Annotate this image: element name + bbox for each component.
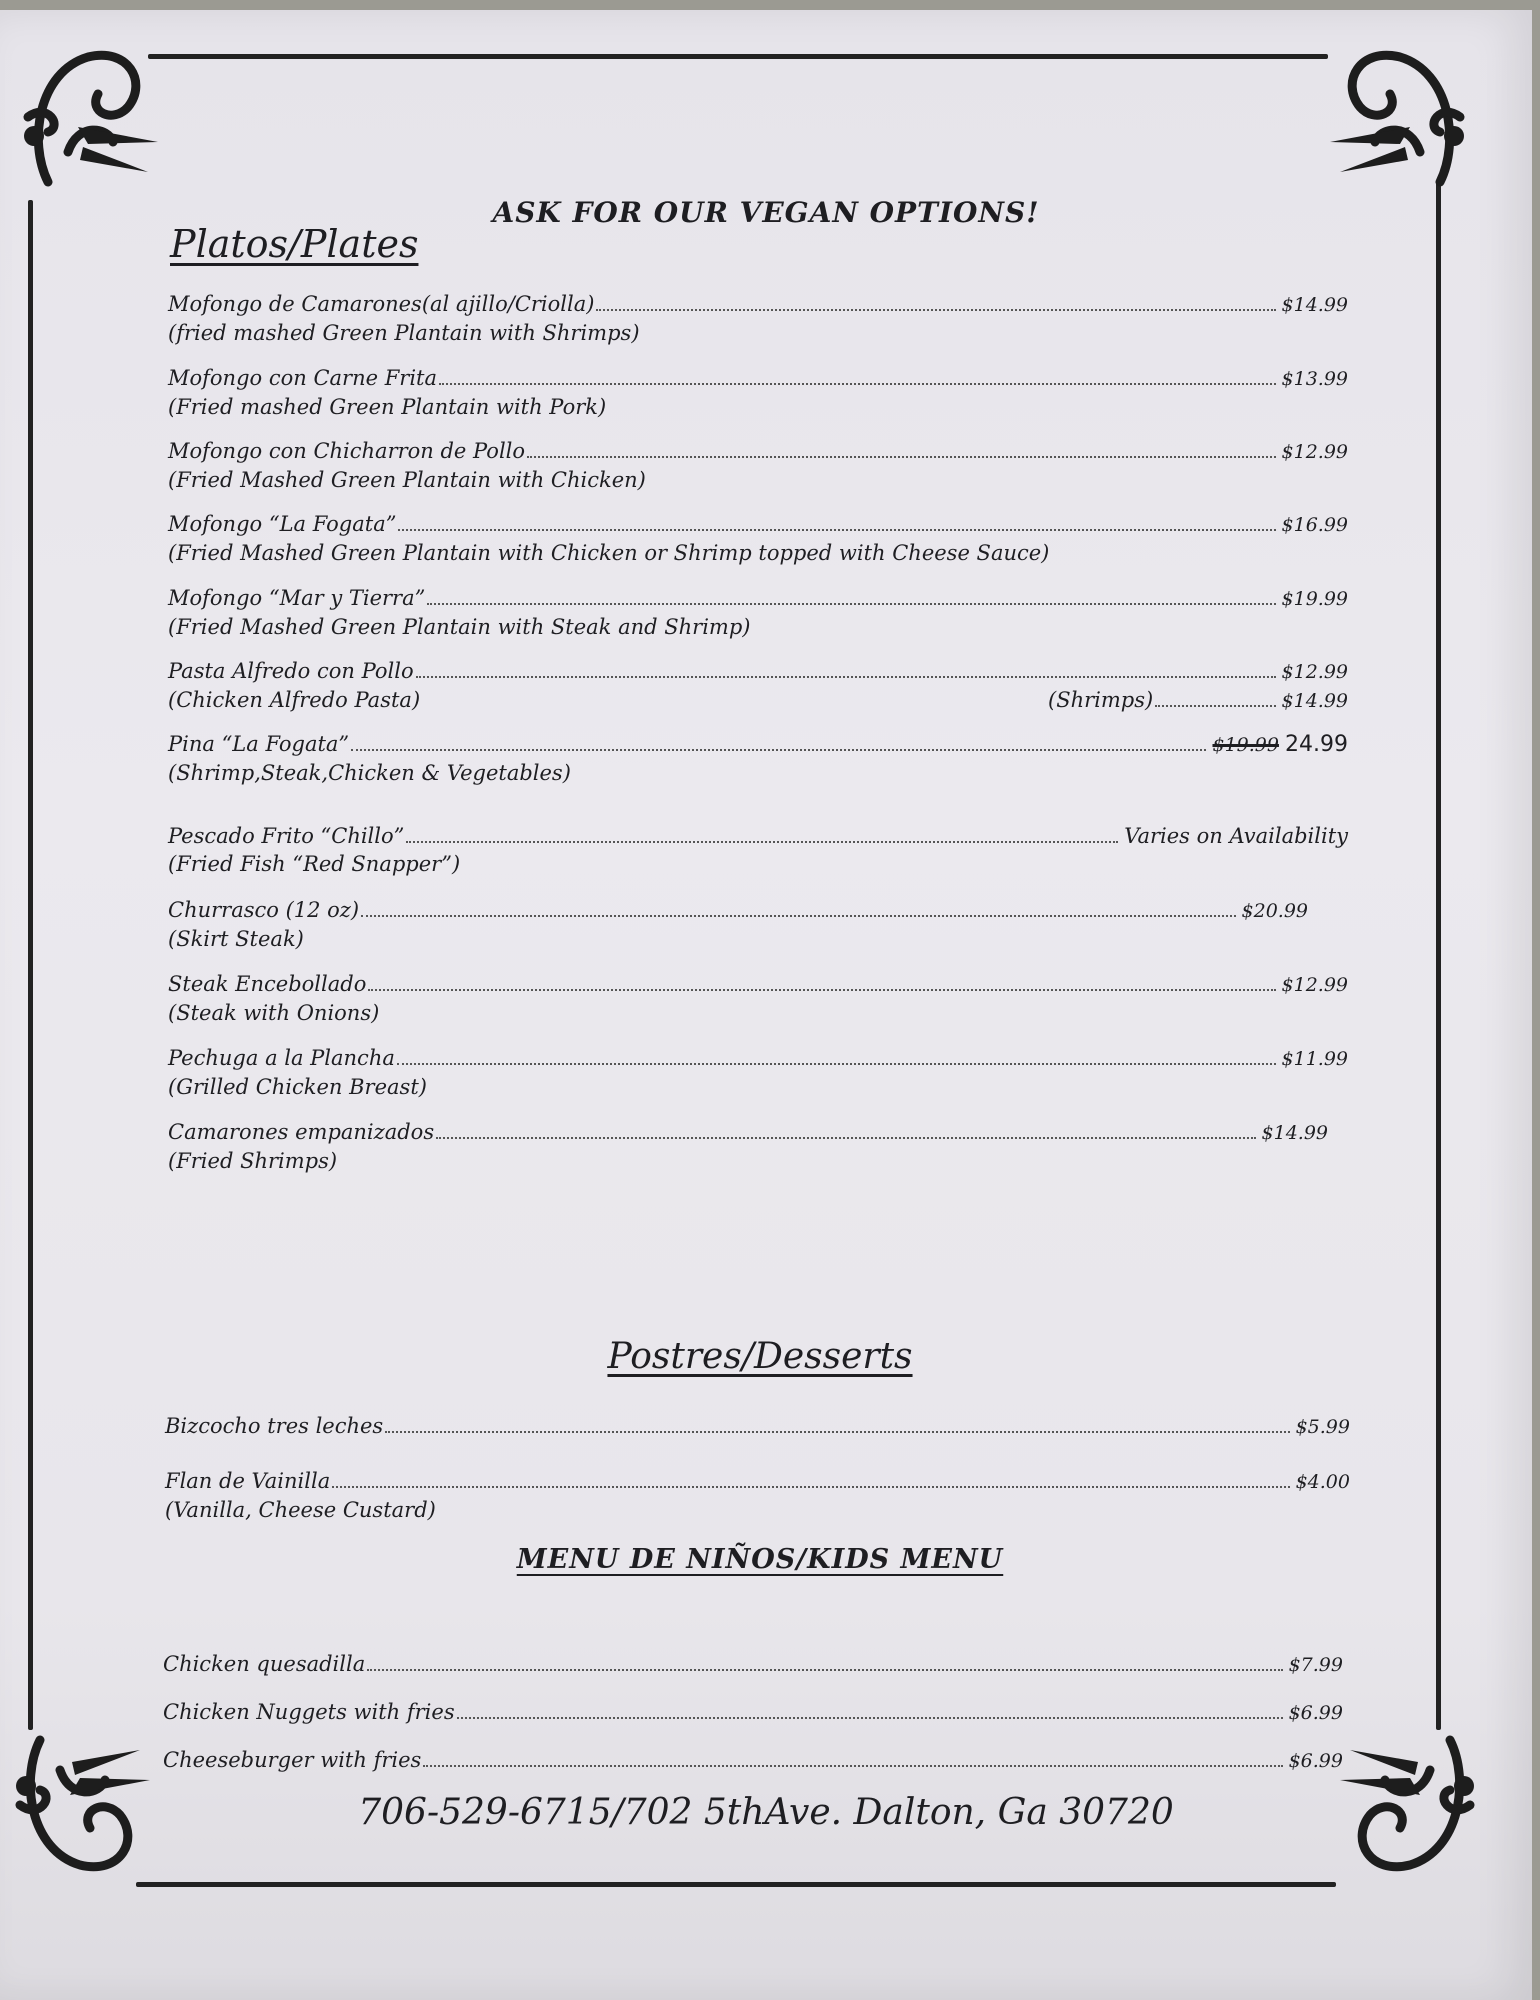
item-name: Pechuga a la Plancha bbox=[168, 1046, 395, 1070]
menu-item bbox=[168, 1118, 1328, 1175]
extra-option-label: (Shrimps) bbox=[1048, 688, 1154, 712]
item-name: Steak Encebollado bbox=[168, 972, 367, 996]
menu-item bbox=[163, 1746, 1343, 1775]
menu-item bbox=[168, 584, 1348, 641]
top-right-flourish-icon bbox=[1320, 32, 1480, 202]
desserts-title: Postres/Desserts bbox=[607, 1336, 913, 1377]
item-name: Churrasco (12 oz) bbox=[168, 898, 360, 922]
item-name: Pasta Alfredo con Pollo bbox=[168, 659, 414, 683]
menu-item bbox=[163, 1650, 1343, 1679]
item-price: $6.99 bbox=[1288, 1702, 1343, 1724]
item-description: (Steak with Onions) bbox=[168, 1001, 380, 1025]
item-description: (Vanilla, Cheese Custard) bbox=[165, 1498, 436, 1522]
menu-item bbox=[168, 437, 1348, 494]
menu-item bbox=[168, 730, 1348, 787]
right-border-line bbox=[1436, 180, 1441, 1730]
item-description: (Fried Mashed Green Plantain with Chicken or Shrimp topped with Cheese Sauce) bbox=[168, 541, 1050, 565]
bottom-border-line bbox=[136, 1882, 1336, 1887]
item-name: Pescado Frito “Chillo” bbox=[168, 824, 405, 848]
item-price: $12.99 bbox=[1281, 441, 1348, 463]
item-description: (Skirt Steak) bbox=[168, 927, 304, 951]
menu-item bbox=[163, 1698, 1343, 1727]
menu-item bbox=[168, 822, 1348, 878]
item-price-crossed-out: $19.99 bbox=[1212, 734, 1279, 756]
item-name: Mofongo con Chicharron de Pollo bbox=[168, 439, 526, 463]
item-name: Pina “La Fogata” bbox=[168, 732, 350, 756]
item-price: $6.99 bbox=[1288, 1750, 1343, 1772]
item-price: $16.99 bbox=[1281, 514, 1348, 536]
item-price: Varies on Availability bbox=[1124, 824, 1348, 848]
item-name: Chicken Nuggets with fries bbox=[163, 1700, 455, 1724]
item-description: (Grilled Chicken Breast) bbox=[168, 1075, 427, 1099]
item-name: Mofongo con Carne Frita bbox=[168, 366, 437, 390]
menu-item bbox=[168, 364, 1348, 421]
item-description: (fried mashed Green Plantain with Shrimps) bbox=[168, 321, 640, 345]
menu-item bbox=[165, 1412, 1350, 1441]
item-name: Cheeseburger with fries bbox=[163, 1748, 422, 1772]
menu-item bbox=[165, 1467, 1350, 1524]
item-price: $20.99 bbox=[1241, 900, 1308, 922]
item-name: Mofongo de Camarones(al ajillo/Criolla) bbox=[168, 292, 595, 316]
item-name: Chicken quesadilla bbox=[163, 1652, 366, 1676]
item-description: (Fried Mashed Green Plantain with Steak and Shrimp) bbox=[168, 615, 751, 639]
kids-menu-title: MENU DE NIÑOS/KIDS MENU bbox=[516, 1544, 1004, 1575]
item-description: (Fried Mashed Green Plantain with Chicken) bbox=[168, 468, 646, 492]
item-price: $13.99 bbox=[1281, 368, 1348, 390]
menu-item bbox=[168, 970, 1348, 1027]
extra-option-price: $14.99 bbox=[1281, 690, 1348, 712]
item-name: Flan de Vainilla bbox=[165, 1469, 331, 1493]
item-price: $12.99 bbox=[1281, 974, 1348, 996]
item-description: (Fried Fish “Red Snapper”) bbox=[168, 852, 461, 876]
item-price: $4.00 bbox=[1295, 1471, 1350, 1493]
menu-page bbox=[0, 10, 1532, 2000]
item-price: $11.99 bbox=[1281, 1048, 1348, 1070]
handwritten-price: 24.99 bbox=[1285, 732, 1348, 757]
item-description: (Fried mashed Green Plantain with Pork) bbox=[168, 395, 607, 419]
top-border-line bbox=[148, 54, 1328, 59]
item-price: $14.99 bbox=[1261, 1122, 1328, 1144]
menu-item bbox=[168, 510, 1348, 567]
item-name: Mofongo “La Fogata” bbox=[168, 512, 397, 536]
menu-item bbox=[168, 657, 1348, 715]
item-description: (Fried Shrimps) bbox=[168, 1149, 338, 1173]
item-price: $7.99 bbox=[1288, 1654, 1343, 1676]
menu-item bbox=[168, 290, 1348, 347]
item-name: Mofongo “Mar y Tierra” bbox=[168, 586, 426, 610]
item-price: $14.99 bbox=[1281, 294, 1348, 316]
item-price: $12.99 bbox=[1281, 661, 1348, 683]
item-description: (Shrimp,Steak,Chicken & Vegetables) bbox=[168, 761, 571, 785]
item-name: Camarones empanizados bbox=[168, 1120, 435, 1144]
menu-item bbox=[168, 896, 1308, 953]
left-border-line bbox=[28, 200, 33, 1730]
vegan-banner: ASK FOR OUR VEGAN OPTIONS! bbox=[492, 196, 1040, 229]
item-price: $5.99 bbox=[1295, 1416, 1350, 1438]
item-price: $19.99 bbox=[1281, 588, 1348, 610]
item-name: Bizcocho tres leches bbox=[165, 1414, 384, 1438]
contact-address: 706-529-6715/702 5thAve. Dalton, Ga 30720 bbox=[358, 1792, 1174, 1833]
item-description: (Chicken Alfredo Pasta) bbox=[168, 688, 421, 712]
plates-title: Platos/Plates bbox=[170, 222, 419, 266]
menu-item bbox=[168, 1044, 1348, 1101]
top-left-flourish-icon bbox=[8, 32, 168, 202]
